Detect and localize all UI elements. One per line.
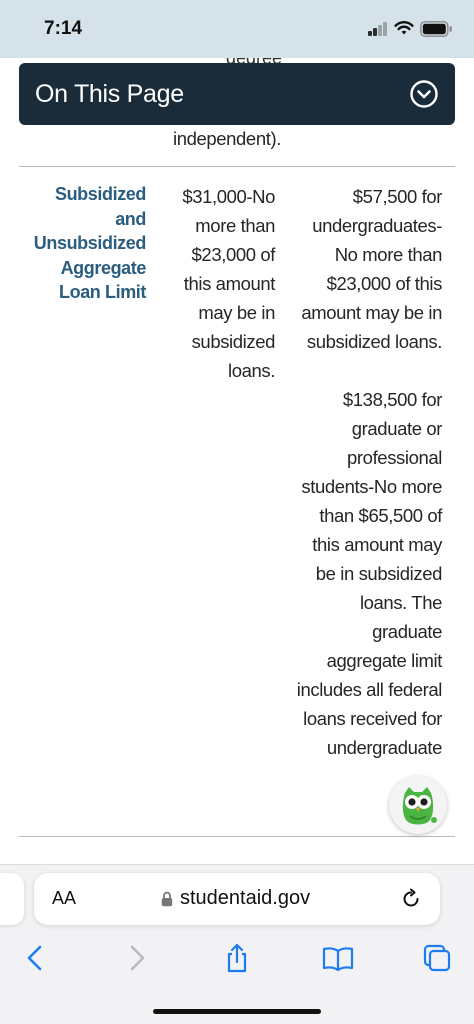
independent-undergrad-text: $57,500 for undergraduates-No more than $23,000 of this amount may be in subsidized loans.: [301, 186, 442, 352]
battery-icon: [420, 21, 453, 37]
on-this-page-label: On This Page: [35, 79, 184, 108]
on-this-page-toggle[interactable]: [19, 63, 455, 125]
dependent-student-cell: $31,000-No more than $23,000 of this amount may be in subsidized loans.: [182, 186, 275, 381]
wifi-icon: [394, 20, 414, 36]
previous-row-cell: independent).: [173, 128, 281, 149]
chat-assistant-icon: [389, 776, 447, 834]
chevron-down-circle-icon[interactable]: [409, 79, 439, 109]
status-bar: [0, 0, 474, 58]
back-chevron-icon[interactable]: [20, 943, 50, 973]
browser-bottom-bar: [0, 864, 474, 1024]
tabs-icon[interactable]: [422, 943, 452, 973]
address-bar[interactable]: [34, 873, 440, 925]
previous-tab-preview[interactable]: [0, 873, 24, 925]
status-time: 7:14: [44, 18, 83, 39]
forward-chevron-icon[interactable]: [122, 943, 152, 973]
book-icon[interactable]: [322, 943, 354, 973]
reader-settings-button[interactable]: AA: [52, 888, 77, 908]
share-icon[interactable]: [222, 943, 252, 973]
table-row-label: Subsidized and Unsubsidized Aggregate Loan Limit: [33, 184, 146, 302]
row-divider: [19, 836, 455, 837]
row-divider: [19, 166, 455, 167]
page-content: [0, 58, 474, 864]
owl-mascot-icon[interactable]: [389, 776, 447, 834]
independent-graduate-text: $138,500 for graduate or professional students-No more than $65,500 of this amount may be in subsidized loans. The graduate aggregate limit includes all federal loans received for undergraduate: [296, 389, 442, 758]
lock-icon: [161, 891, 173, 907]
url-domain[interactable]: studentaid.gov: [180, 887, 311, 909]
home-indicator: [153, 1009, 321, 1014]
independent-student-cell: [292, 182, 442, 762]
cellular-signal-icon: [368, 22, 388, 36]
reload-icon[interactable]: [400, 888, 422, 910]
